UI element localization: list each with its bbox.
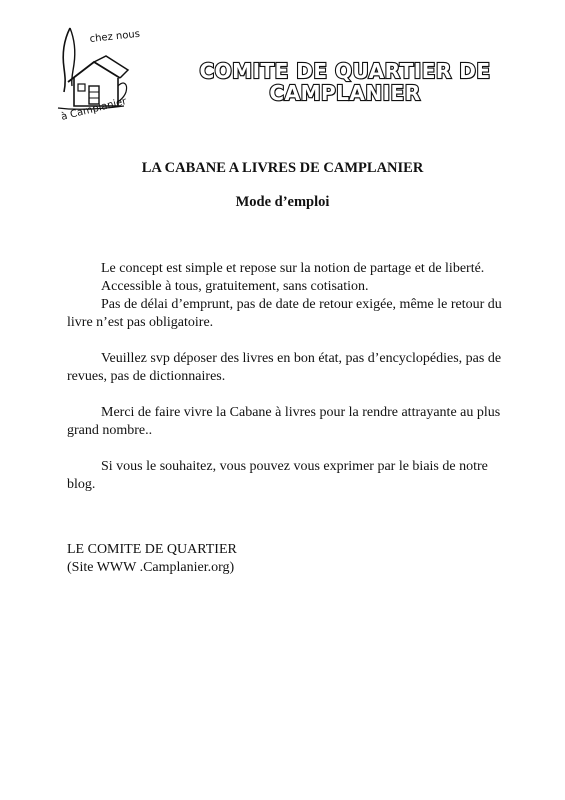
signature-block: [67, 541, 507, 577]
paragraph: Pas de délai d’emprunt, pas de date de retour exigée, même le retour du livre n’est pas obligatoire.: [67, 297, 502, 330]
paragraph: Veuillez svp déposer des livres en bon état, pas d’encyclopédies, pas de revues, pas de dictionnaires.: [67, 351, 502, 384]
paragraph: Le concept est simple et repose sur la notion de partage et de liberté.: [101, 261, 485, 276]
paragraph-gap: [67, 386, 507, 404]
paragraph: Merci de faire vivre la Cabane à livres pour la rendre attrayante au plus grand nombre..: [67, 405, 501, 438]
document-subtitle: Mode d’emploi: [235, 194, 330, 210]
logo-text-bottom: à Camplanier: [60, 96, 128, 123]
paragraph: Si vous le souhaitez, vous pouvez vous exprimer par le biais de notre blog.: [67, 459, 488, 492]
document-title: LA CABANE A LIVRES DE CAMPLANIER: [141, 160, 424, 176]
paragraph-gap: [67, 332, 507, 350]
header-title-line2: CAMPLANIER: [269, 81, 421, 105]
signature-website: (Site WWW .Camplanier.org): [67, 560, 235, 575]
header-title: [150, 60, 540, 104]
house-logo-icon: [54, 20, 144, 132]
signature-line1: LE COMITE DE QUARTIER: [67, 542, 237, 557]
document-body: [67, 260, 507, 494]
paragraph-gap: [67, 440, 507, 458]
paragraph: Accessible à tous, gratuitement, sans cotisation.: [101, 279, 369, 294]
logo-text-top: chez nous: [89, 28, 141, 45]
header-title-line1: COMITE DE QUARTIER DE: [199, 59, 491, 83]
